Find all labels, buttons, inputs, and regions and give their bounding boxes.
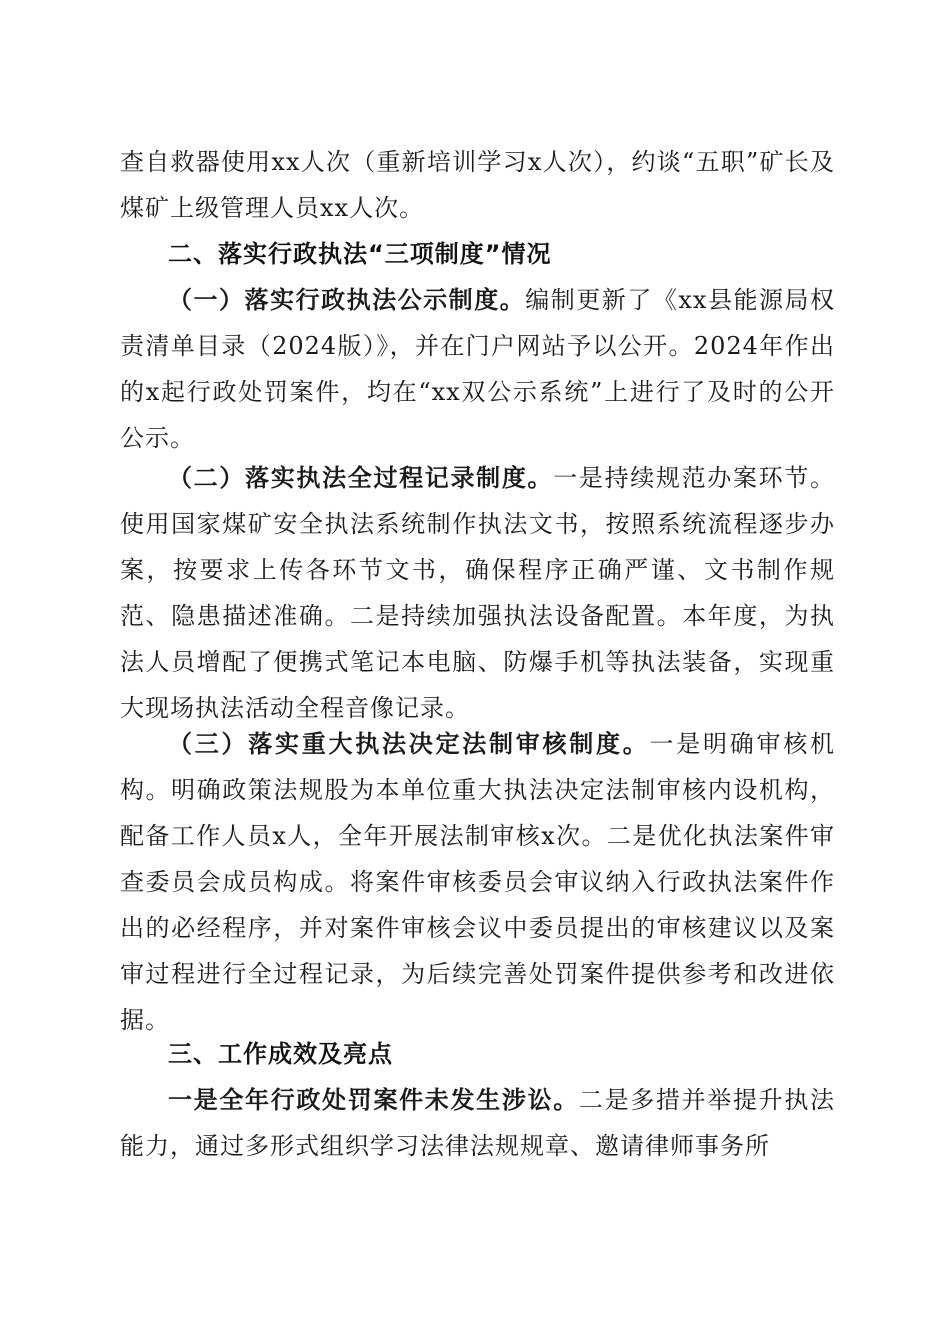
paragraph-lead: （三）落实重大执法决定法制审核制度。: [168, 730, 650, 758]
paragraph-lead: （一）落实行政执法公示制度。: [168, 286, 526, 314]
paragraph-body: 二是多措并举提升执法能力，通过多形式组织学习法律法规规章、邀请律师事务所: [120, 1086, 836, 1160]
section-heading-2: 二、落实行政执法“三项制度”情况: [168, 240, 552, 268]
paragraph-publicity-system: [120, 277, 835, 461]
section-heading-3: 三、工作成效及亮点: [168, 1040, 393, 1068]
paragraph-lead: 一是全年行政处罚案件未发生涉讼。: [168, 1086, 579, 1114]
paragraph-lead: （二）落实执法全过程记录制度。: [168, 464, 554, 492]
paragraph-review-system: [120, 721, 835, 1043]
paragraph-achievements: [120, 1077, 835, 1169]
paragraph-body: 编制更新了《xx县能源局权责清单目录（2024版）》，并在门户网站予以公开。2024年作出的x起行政处罚案件，均在“xx双公示系统”上进行了及时的公开公示。: [120, 286, 836, 452]
paragraph-body: 一是持续规范办案环节。使用国家煤矿安全执法系统制作执法文书，按照系统流程逐步办案，按要求上传各环节文书，确保程序正确严谨、文书制作规范、隐患描述准确。二是持续加强执法设备配置。本年度，为执法人员增配了便携式笔记本电脑、防爆手机等执法装备，实现重大现场执法活动全程音像记录。: [120, 464, 836, 722]
paragraph-record-system: [120, 455, 835, 731]
paragraph-continuation: 查自救器使用xx人次（重新培训学习x人次），约谈“五职”矿长及煤矿上级管理人员xx人次。: [120, 148, 835, 222]
paragraph-body: 一是明确审核机构。明确政策法规股为本单位重大执法决定法制审核内设机构，配备工作人员x人，全年开展法制审核x次。二是优化执法案件审查委员会成员构成。将案件审核委员会审议纳入行政执法案件作出的必经程序，并对案件审核会议中委员提出的审核建议以及案审过程进行全过程记录，为后续完善处罚案件提供参考和改进依据。: [120, 730, 835, 1034]
